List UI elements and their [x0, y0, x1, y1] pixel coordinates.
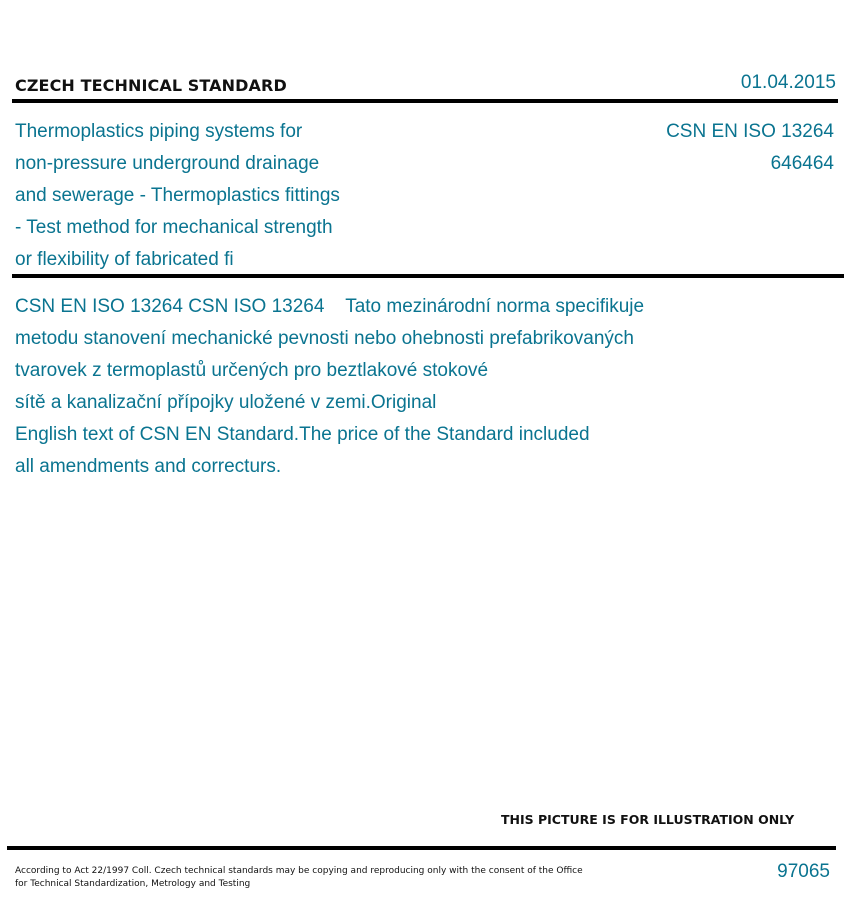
header-divider — [12, 99, 838, 103]
standard-identifiers — [666, 116, 834, 180]
copyright-line: for Technical Standardization, Metrology and Testing — [15, 878, 251, 889]
description-line: sítě a kanalizační přípojky uložené v zemi.Original — [15, 392, 437, 413]
title-line: and sewerage - Thermoplastics fittings — [15, 185, 340, 206]
description-line: tvarovek z termoplastů určených pro beztlakové stokové — [15, 360, 489, 381]
publication-date: 01.04.2015 — [740, 72, 836, 93]
document-type-label: CZECH TECHNICAL STANDARD — [15, 76, 287, 95]
title-line: - Test method for mechanical strength — [15, 217, 333, 238]
footer-divider — [7, 846, 836, 850]
standard-number: CSN EN ISO 13264 — [666, 121, 834, 142]
title-line: Thermoplastics piping systems for — [15, 121, 303, 142]
copyright-line: According to Act 22/1997 Coll. Czech technical standards may be copying and reproducing only with the consent of the Office — [15, 866, 583, 876]
title-line: or flexibility of fabricated fi — [15, 249, 234, 270]
description-line: metodu stanovení mechanické pevnosti nebo ohebnosti prefabrikovaných — [15, 328, 634, 349]
title-divider — [12, 274, 844, 278]
copyright-notice — [15, 865, 615, 890]
standard-description — [15, 291, 755, 483]
description-line: all amendments and correcturs. — [15, 456, 282, 477]
description-line: English text of CSN EN Standard.The price of the Standard included — [15, 424, 590, 445]
document-number: 97065 — [777, 861, 830, 882]
standard-title — [15, 116, 415, 276]
title-line: non-pressure underground drainage — [15, 153, 320, 174]
description-line: CSN EN ISO 13264 CSN ISO 13264 Tato mezinárodní norma specifikuje — [15, 296, 645, 317]
illustration-disclaimer: THIS PICTURE IS FOR ILLUSTRATION ONLY — [501, 812, 795, 827]
class-number: 646464 — [770, 153, 834, 174]
